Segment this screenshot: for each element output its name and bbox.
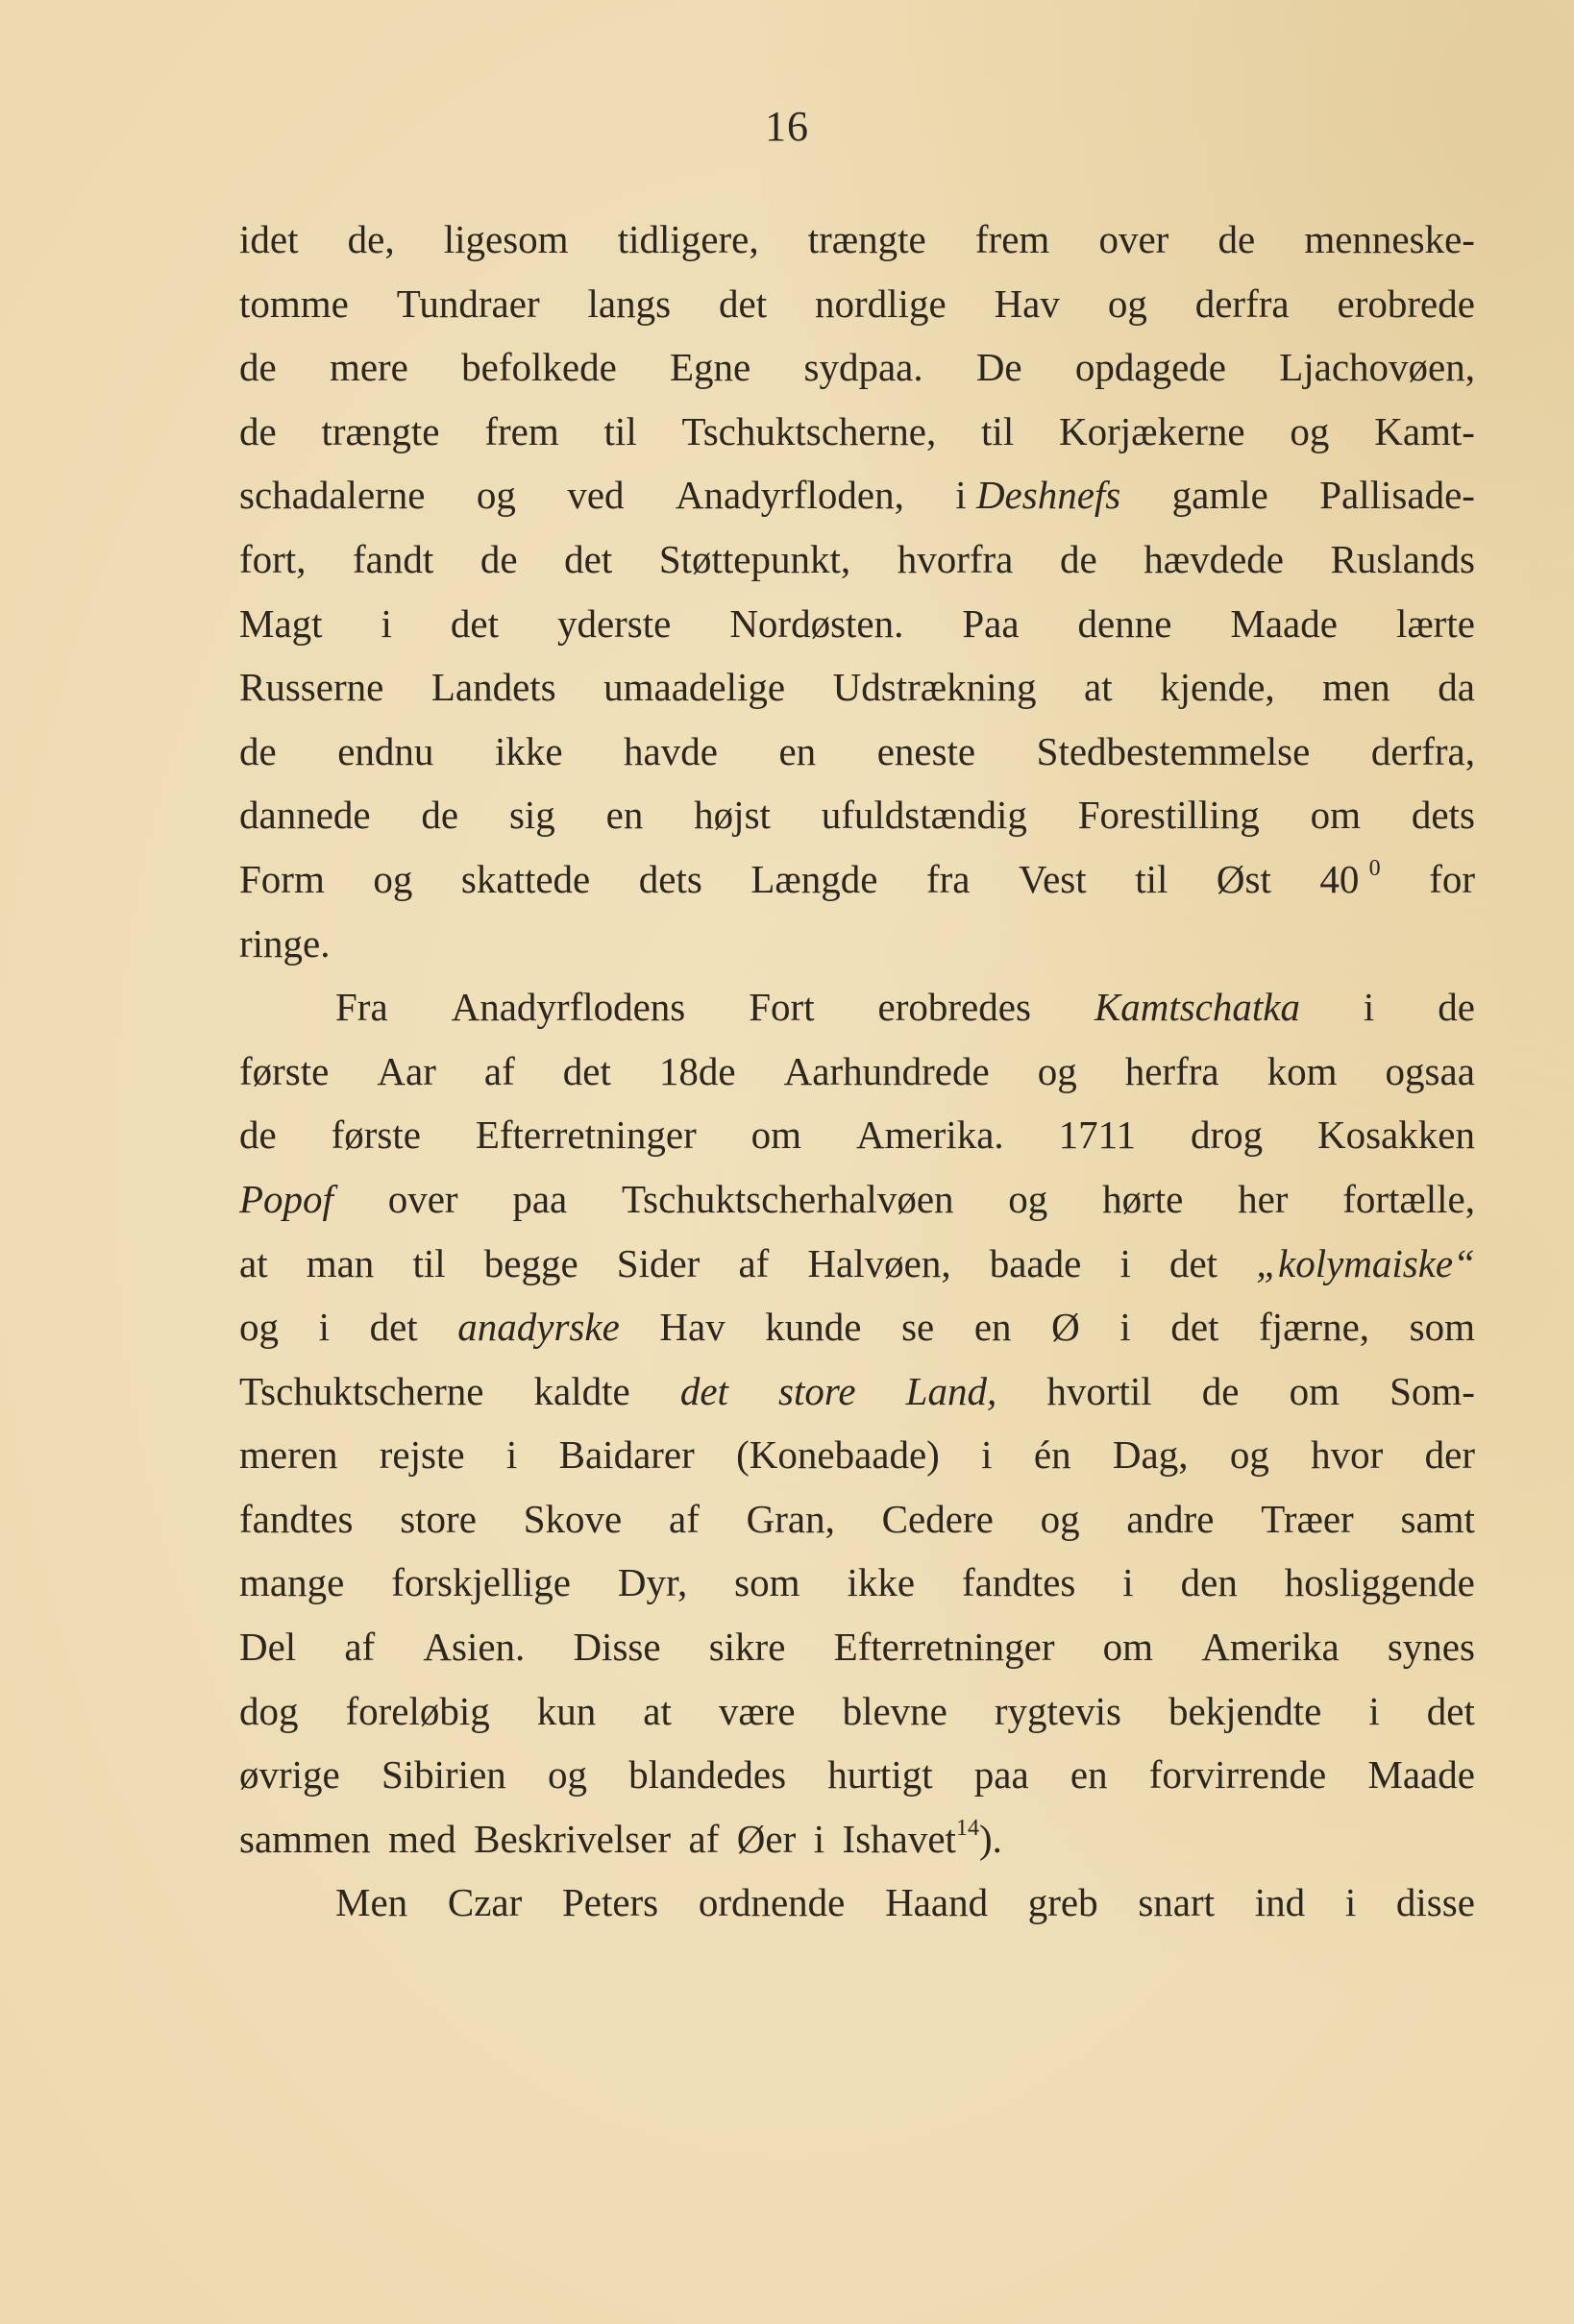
word: ufuldstændig <box>821 793 1027 838</box>
word: de <box>239 408 277 453</box>
word: hævdede <box>1144 536 1284 581</box>
word: det <box>719 281 768 326</box>
word: Amerika <box>1201 1625 1340 1670</box>
word: Kamt- <box>1374 408 1475 453</box>
word: hurtigt <box>827 1752 933 1798</box>
word: derfra <box>1194 281 1290 326</box>
word: af <box>738 1240 770 1285</box>
word: de <box>239 1113 277 1158</box>
word: ikke <box>494 728 563 773</box>
text-line <box>239 912 1475 976</box>
word: mange <box>239 1560 345 1605</box>
word: Landets <box>430 665 556 710</box>
word: de <box>239 728 277 773</box>
word: se <box>901 1305 935 1350</box>
word: frem <box>484 408 559 453</box>
word: til <box>412 1240 446 1285</box>
word: drog <box>1190 1113 1264 1158</box>
text-line <box>239 1871 1475 1935</box>
word: endnu <box>337 728 434 773</box>
text-line <box>239 1423 1475 1487</box>
word: ind <box>1254 1880 1306 1925</box>
word: skattede <box>460 856 591 901</box>
word: Haand <box>885 1880 989 1925</box>
text-line <box>239 1487 1475 1552</box>
word: Paa <box>962 600 1020 646</box>
word: og <box>1229 1432 1269 1478</box>
word: disse <box>1395 1880 1475 1925</box>
word: sig <box>508 793 555 838</box>
text-line <box>239 975 1475 1040</box>
word: Maade <box>1230 600 1338 646</box>
word: kun <box>536 1688 597 1733</box>
word: Dyr, <box>617 1560 688 1605</box>
word: forskjellige <box>391 1560 571 1605</box>
word: første <box>239 1048 330 1093</box>
word: Maade <box>1367 1752 1475 1798</box>
text-line <box>239 1167 1475 1232</box>
word: kaldte <box>533 1368 630 1413</box>
text-line <box>239 463 1475 527</box>
word: langs <box>587 281 672 326</box>
word: baade <box>989 1240 1082 1285</box>
word: frem <box>974 217 1050 261</box>
word: én <box>1033 1432 1071 1478</box>
word: Pallisade- <box>1319 473 1475 518</box>
word: af <box>344 1625 376 1670</box>
word: det <box>679 1368 728 1413</box>
word: erobredes <box>877 985 1031 1030</box>
word: meren <box>239 1432 338 1478</box>
word: bekjendte <box>1168 1688 1322 1733</box>
word: over <box>1098 217 1169 261</box>
word: i <box>381 600 392 646</box>
word: Cedere <box>881 1496 994 1541</box>
word: øvrige <box>239 1752 340 1798</box>
word: blevne <box>842 1688 947 1733</box>
word: men <box>1322 665 1390 710</box>
word: som <box>1409 1305 1475 1350</box>
text-line <box>239 1359 1475 1424</box>
word: Aar <box>377 1048 436 1093</box>
word: Fra <box>335 985 388 1030</box>
word: i <box>1344 1880 1357 1925</box>
word: over <box>387 1176 458 1221</box>
word: til <box>603 408 637 453</box>
text-line <box>239 1679 1475 1744</box>
word: Men <box>335 1880 408 1925</box>
word: Czar <box>447 1880 523 1925</box>
word: Nordøsten. <box>729 600 904 646</box>
text-line <box>239 720 1475 784</box>
word: de <box>421 793 459 838</box>
word: og <box>1107 281 1147 326</box>
word: eneste <box>876 728 976 773</box>
word: dog <box>239 1688 299 1733</box>
word: at <box>239 1240 268 1285</box>
word: Efterretninger <box>475 1113 697 1158</box>
word: sydpaa. <box>803 345 923 390</box>
word: Tundraer <box>396 281 540 326</box>
word: Som- <box>1390 1368 1475 1413</box>
body-text <box>239 208 1475 1935</box>
word: om <box>1289 1368 1340 1413</box>
word: umaadelige <box>603 665 786 710</box>
text-line <box>239 847 1475 912</box>
word: „kolymaiske“ <box>1256 1240 1475 1285</box>
word: anadyrske <box>457 1305 620 1350</box>
word: de <box>1438 985 1475 1030</box>
word: da <box>1438 665 1475 710</box>
word: forvirrende <box>1148 1752 1327 1798</box>
word: hvor <box>1311 1432 1384 1478</box>
word: paa <box>973 1752 1029 1798</box>
word: ordnende <box>698 1880 846 1925</box>
word: i <box>318 1305 330 1350</box>
word: 1711 <box>1058 1113 1137 1158</box>
word: en <box>605 793 644 838</box>
word: lærte <box>1395 600 1475 646</box>
word: snart <box>1138 1880 1216 1925</box>
word: begge <box>483 1240 578 1285</box>
word: Anadyrflodens <box>451 985 686 1030</box>
word: Øst <box>1216 856 1271 901</box>
word: sammen <box>239 1816 371 1861</box>
word: de, <box>347 217 395 261</box>
word: rejste <box>379 1432 465 1478</box>
word: Træer <box>1261 1496 1354 1541</box>
word: gamle <box>1171 473 1268 518</box>
word: det <box>562 1048 611 1093</box>
text-line <box>239 655 1475 720</box>
word: mere <box>329 345 408 390</box>
word: fandtes <box>961 1560 1076 1605</box>
word: Form <box>239 856 325 901</box>
word: Ishavet$^{14}$). <box>842 1815 1002 1861</box>
word: dets <box>638 856 702 901</box>
word: fandtes <box>239 1496 354 1541</box>
word: en <box>973 1305 1012 1350</box>
word: for <box>1429 856 1475 901</box>
word: med <box>388 1816 456 1861</box>
text-line <box>239 1743 1475 1807</box>
word: Beskrivelser <box>474 1816 672 1861</box>
word: en <box>778 728 817 773</box>
word: trængte <box>321 408 440 453</box>
word: Land, <box>905 1368 997 1413</box>
word: den <box>1180 1560 1238 1605</box>
text-line <box>239 1103 1475 1167</box>
word: de <box>480 536 518 581</box>
word: i Deshnefs <box>955 473 1121 518</box>
word: herfra <box>1124 1048 1219 1093</box>
word: at <box>643 1688 672 1733</box>
word: kjende, <box>1160 665 1275 710</box>
word: erobrede <box>1337 281 1475 326</box>
text-line <box>239 335 1475 400</box>
word: i <box>1363 985 1375 1030</box>
text-line <box>239 208 1475 272</box>
word: fra <box>926 856 971 901</box>
word: Sibirien <box>381 1752 506 1798</box>
text-line <box>239 272 1475 336</box>
word: Tschuktscherne <box>239 1368 484 1413</box>
word: at <box>1084 665 1113 710</box>
word: man <box>306 1240 375 1285</box>
word: Gran, <box>746 1496 835 1541</box>
word: af <box>483 1048 515 1093</box>
word: Magt <box>239 600 323 646</box>
text-line <box>239 1040 1475 1104</box>
word: af <box>688 1816 720 1861</box>
word: derfra, <box>1370 728 1475 773</box>
word: Ruslands <box>1330 536 1475 581</box>
word: og <box>1008 1176 1048 1221</box>
word: nordlige <box>815 281 947 326</box>
word: Del <box>239 1625 297 1670</box>
word: Tschuktscherhalvøen <box>622 1176 954 1221</box>
word: om <box>750 1113 802 1158</box>
word: samt <box>1400 1496 1475 1541</box>
text-line <box>239 1232 1475 1296</box>
word: de <box>1201 1368 1240 1413</box>
word: dets <box>1411 793 1475 838</box>
word: De <box>975 345 1022 390</box>
word: Kamtschatka <box>1094 985 1300 1030</box>
word: til <box>981 408 1015 453</box>
text-line <box>239 400 1475 464</box>
word: Disse <box>573 1625 661 1670</box>
word: en <box>1070 1752 1108 1798</box>
word: det <box>450 600 499 646</box>
text-line <box>239 592 1475 656</box>
word: det <box>564 536 613 581</box>
word: det <box>1168 1240 1218 1285</box>
word: Kosakken <box>1316 1113 1475 1158</box>
word: greb <box>1027 1880 1098 1925</box>
word: om <box>1310 793 1362 838</box>
word: det <box>1170 1305 1219 1350</box>
word: Korjækerne <box>1059 408 1245 453</box>
word: fortælle, <box>1342 1176 1475 1221</box>
word: Amerika. <box>855 1113 1004 1158</box>
word: om <box>1102 1625 1154 1670</box>
word: opdagede <box>1074 345 1226 390</box>
word: denne <box>1077 600 1172 646</box>
word: og <box>476 473 516 518</box>
word: dannede <box>239 793 371 838</box>
word: menneske- <box>1304 217 1475 261</box>
word: og <box>1037 1048 1077 1093</box>
word: Længde <box>750 856 878 901</box>
text-line <box>239 1295 1475 1359</box>
word: ringe. <box>239 920 331 966</box>
word: fort, <box>239 536 307 581</box>
word: Vest <box>1019 856 1087 901</box>
word: schadalerne <box>239 473 426 518</box>
word: tomme <box>239 281 349 326</box>
word: tidligere, <box>617 217 759 261</box>
word: store <box>400 1496 477 1541</box>
word: som <box>734 1560 800 1605</box>
word: Popof <box>239 1176 333 1221</box>
word: Sider <box>616 1240 701 1285</box>
word: og <box>239 1305 279 1350</box>
word: rygtevis <box>994 1688 1121 1733</box>
word: befolkede <box>461 345 617 390</box>
word: fjærne, <box>1259 1305 1370 1350</box>
word: Baidarer <box>558 1432 695 1478</box>
word: og <box>1040 1496 1080 1541</box>
word: sikre <box>708 1625 786 1670</box>
word: 40 $^0$ <box>1319 855 1381 901</box>
word: Ljachovøen, <box>1279 345 1475 390</box>
word: i <box>1122 1560 1134 1605</box>
word: Øer <box>736 1816 797 1861</box>
word: i <box>981 1432 993 1478</box>
word: andre <box>1126 1496 1215 1541</box>
word: ikke <box>847 1560 916 1605</box>
text-line <box>239 527 1475 592</box>
word: til <box>1135 856 1168 901</box>
word: der <box>1424 1432 1475 1478</box>
word: Anadyrfloden, <box>675 473 904 518</box>
word: Udstrækning <box>832 665 1037 710</box>
word: de <box>239 345 277 390</box>
word: blandedes <box>628 1752 787 1798</box>
word: Dag, <box>1112 1432 1189 1478</box>
word: i <box>1119 1240 1131 1285</box>
word: Fort <box>749 985 815 1030</box>
word: (Konebaade) <box>736 1432 940 1478</box>
word: og <box>373 856 413 901</box>
word: 18de <box>658 1048 736 1093</box>
text-line <box>239 1551 1475 1615</box>
word: her <box>1238 1176 1289 1221</box>
word: synes <box>1387 1625 1475 1670</box>
word: Tschuktscherne, <box>681 408 937 453</box>
text-line <box>239 1615 1475 1679</box>
word: trængte <box>807 217 926 261</box>
word: kunde <box>765 1305 862 1350</box>
word: foreløbig <box>345 1688 490 1733</box>
word: ogsaa <box>1385 1048 1475 1093</box>
word: ved <box>567 473 625 518</box>
text-line <box>239 1807 1475 1871</box>
word: Aarhundrede <box>783 1048 990 1093</box>
word: Stedbestemmelse <box>1036 728 1311 773</box>
word: Asien. <box>423 1625 526 1670</box>
word: fandt <box>353 536 434 581</box>
page-number: 16 <box>765 103 809 150</box>
word: kom <box>1267 1048 1338 1093</box>
word: Forestilling <box>1077 793 1260 838</box>
word: store <box>778 1368 856 1413</box>
word: hvorfra <box>897 536 1014 581</box>
word: havde <box>624 728 718 773</box>
word: de <box>1059 536 1097 581</box>
word: første <box>331 1113 421 1158</box>
word: Halvøen, <box>807 1240 951 1285</box>
word: Ø <box>1051 1305 1080 1350</box>
word: i <box>813 1816 825 1861</box>
word: hvortil <box>1046 1368 1152 1413</box>
word: yderste <box>556 600 672 646</box>
word: Støttepunkt, <box>658 536 851 581</box>
word: paa <box>512 1176 568 1221</box>
word: hosliggende <box>1284 1560 1475 1605</box>
word: og <box>547 1752 587 1798</box>
word: Egne <box>670 345 751 390</box>
word: Hav <box>994 281 1060 326</box>
word: og <box>1290 408 1330 453</box>
word: de <box>1217 217 1256 261</box>
word: det <box>1426 1688 1475 1733</box>
text-line <box>239 783 1475 847</box>
word: Russerne <box>239 665 384 710</box>
word: hørte <box>1102 1176 1184 1221</box>
word: være <box>718 1688 796 1733</box>
word: i <box>505 1432 518 1478</box>
word: Skove <box>523 1496 623 1541</box>
word: Efterretninger <box>833 1625 1055 1670</box>
word: Peters <box>561 1880 659 1925</box>
word: højst <box>694 793 771 838</box>
word: i <box>1368 1688 1380 1733</box>
word: af <box>669 1496 700 1541</box>
word: i <box>1119 1305 1131 1350</box>
word: Hav <box>659 1305 726 1350</box>
word: det <box>369 1305 418 1350</box>
word: idet <box>239 217 299 261</box>
word: ligesom <box>443 217 569 261</box>
